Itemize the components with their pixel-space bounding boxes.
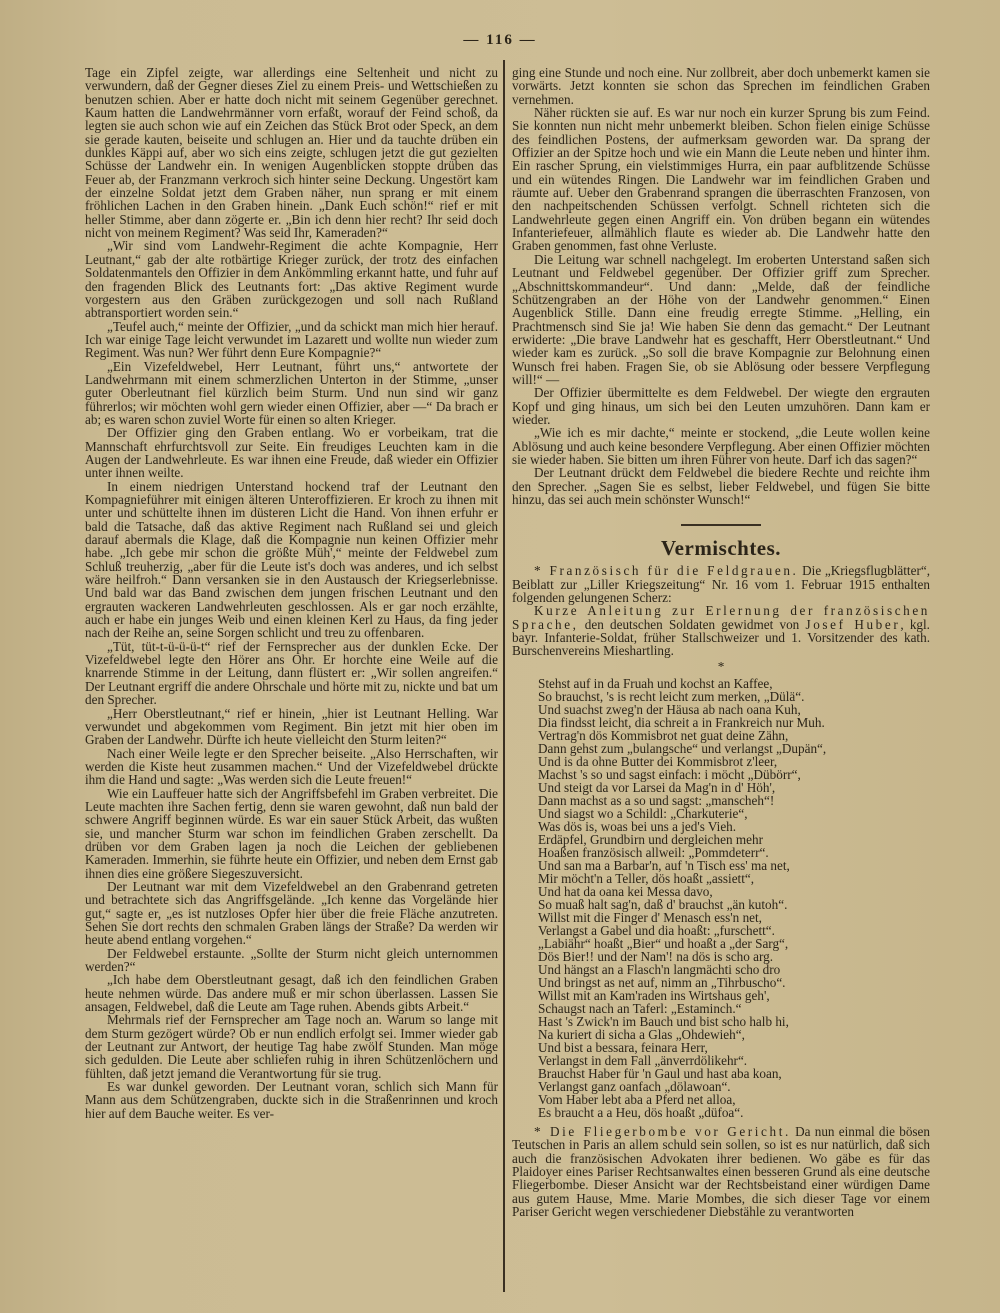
paragraph: Der Offizier ging den Graben entlang. Wo er vorbeikam, trat die Mannschaft ehrfurchtsvoll zur Seite. Ein freudiges Leuchten kam in die Augen der Landwehrleute. Es war ihnen eine Freude, daß wieder ein Offizier unter ihnen weilte. <box>85 425 498 481</box>
poem-line: Es braucht a a Heu, dös hoaßt „düfoa“. <box>538 1105 744 1121</box>
poem-line: So brauchst, 's is recht leicht zum merken, „Dülä“. <box>538 689 805 705</box>
paragraph: „Herr Oberstleutnant,“ rief er hinein, „hier ist Leutnant Helling. War verwundet und abgekommen vom Regiment. Bin jetzt mit hier oben im Graben der Landwehr. Dürfte ich heute vielleicht den Sturm leiten?“ <box>85 705 498 748</box>
poem-line: Vom Haber lebt aba a Pferd net alloa, <box>538 1092 736 1108</box>
poem-line: Verlangst a Gabel und dia hoaßt: „furschett“. <box>538 923 775 939</box>
poem-line: Erdäpfel, Grundbirn und dergleichen mehr <box>538 832 763 848</box>
poem-line: Machst 's so und sagst einfach: i möcht „Dübörr“, <box>538 767 801 783</box>
poem-line: Na kuriert di sicha a Glas „Ohdewieh“, <box>538 1027 745 1043</box>
poem-line: Schaugst nach an Taferl: „Estaminch.“ <box>538 1001 742 1017</box>
poem-line: Und siagst wo a Schildl: „Charkuterie“, <box>538 806 748 822</box>
item-text: Da nun einmal die bösen Teutschen in Paris an allem schuld sein sollen, so ist es nur natürlich, daß sich auch die französischen Advokaten ihrer bedienen. Wo gäbe es für das Plaidoyer eines Pariser Rechtsanwaltes einen besseren Grund als eine deutsche Fliegerbombe. Dieser Ansicht war der Rechtsbeistand einer würdigen Dame aus gutem Hause, Mme. Marie Mombes, die sich dieser Tage vor einem Pariser Gericht wegen verschiedener Diebstähle zu verantworten <box>512 1124 931 1220</box>
poem-line: Brauchst Haber für 'n Gaul und hast aba koan, <box>538 1066 782 1082</box>
poem-line: Verlangst ganz oanfach „dölawoan“. <box>538 1079 731 1095</box>
paragraph: „Wie ich es mir dachte,“ meinte er stockend, „die Leute wollen keine Ablösung und auch keine besondere Verpflegung. Aber einen Offizier möchten sie wieder haben. Sie bitten um ihren Führer von heute. Darf ich das sagen?“ <box>512 425 930 467</box>
poem-line: Und san ma a Barbar'n, auf 'n Tisch ess' ma net, <box>538 858 790 874</box>
poem-line: Stehst auf in da Fruah und kochst an Kaffee, <box>538 676 773 692</box>
paragraph: „Teufel auch,“ meinte der Offizier, „und da schickt man mich hier herauf. Ich war einige Tage leicht verwundet im Lazarett und wollte nun wieder zum Regiment. Was nun? Wer führt denn Eure Kompagnie?“ <box>85 318 498 361</box>
dedication-author: Josef Huber <box>805 616 901 632</box>
poem-line: Und hängst an a Flasch'n langmächti scho dro <box>538 962 781 978</box>
story-continuation <box>512 66 930 506</box>
poem-line: Und bist a bessara, feinara Herr, <box>538 1040 708 1056</box>
paragraph: „Ein Vizefeldwebel, Herr Leutnant, führt uns,“ antwortete der Landwehrmann mit einem schmerzlichen Unterton in der Stimme, „unser guter Oberleutnant fiel kürzlich beim Sturm. Und nun sind wir ganz führerlos; wir möchten wohl gern wieder einen Offizier, aber —“ Da brach er ab; es waren schon zuviel Worte für einen so alten Krieger. <box>85 358 498 427</box>
paragraph: Tage ein Zipfel zeigte, war allerdings eine Seltenheit und nicht zu verwundern, daß der Gegner dieses Ziel zu einem Preis- und Wettschießen zu benutzen schien. Aber er hatte doch nicht mit seinem Gegenüber gerechnet. Kaum hatten die Landwehrmänner vorn erfaßt, worauf der Feind schoß, da legten sie auch schon wie auf ein Zeichen das Stück Brot oder Speck, an dem sie gerade kauten, beiseite und schlugen an. Hier und da tauchte drüben ein dunkles Käppi auf, aber wo sich eins zeigte, schlugen jetzt die gut gezielten Schüsse der Landwehr ein. In wenigen Augenblicken stoppte drüben das Feuer ab, der Franzmann verkroch sich hinter seine Deckung. Ungestört kam der einzelne Soldat jetzt dem Graben näher, nun sprang er mit einem fröhlichen Lachen in den Graben hinein. „Dank Euch schön!“ rief er mit heller Stimme, aber dann zögerte er. „Bin ich denn hier recht? Ihr seid doch nicht von meinem Regiment? Was seid Ihr, Kameraden?“ <box>85 65 498 241</box>
paragraph: Der Offizier übermittelte es dem Feldwebel. Der wiegte den ergrauten Kopf und ging hinaus, um sich bei den Leuten umzuhören. Dann kam er wieder. <box>512 385 930 427</box>
item-title: * Französisch für die Feldgrauen. <box>534 563 799 579</box>
poem-line: Und hat da oana kei Messa davo, <box>538 884 713 900</box>
dedication-title: Kurze Anleitung zur Erlernung der französischen Sprache, <box>512 603 930 632</box>
poem-line: Und bringst as net auf, nimm an „Tihrbuscho“. <box>538 975 786 991</box>
section-heading: Vermischtes. <box>660 536 782 561</box>
poem-line: Vertrag'n dös Kommisbrot net guat deine Zähn, <box>538 728 789 744</box>
section-separator-rule <box>681 524 761 526</box>
item-title: * Die Fliegerbombe vor Gericht. <box>534 1124 791 1140</box>
paragraph: „Tüt, tüt-t-ü-ü-ü-t“ rief der Fernsprecher aus der dunklen Ecke. Der Vizefeldwebel legte den Hörer ans Ohr. Er horchte eine Weile auf die knarrende Stimme in der Leitung, dann flüstert er: „Wir sollen angreifen.“ Der Leutnant ergriff die andere Ohrschale und hörte mit zu, nickte und bat um den Sprecher. <box>85 638 498 708</box>
paragraph: Die Leitung war schnell nachgelegt. Im eroberten Unterstand saßen sich Leutnant und Feldwebel gegenüber. Der Offizier griff zum Sprecher. „Abschnittskommandeur“. Und dann: „Melde, daß der feindliche Schützengraben an der Höhe von der Landwehr genommen.“ Einen Augenblick Stille. Dann eine freudig erregte Stimme. „Helling, ein Prachtmensch sind Sie ja! Wie haben Sie denn das gemacht.“ Der Leutnant erwiderte: „Die brave Landwehr hat es geschafft, Herr Oberstleutnant.“ Und wieder kam es zurück. „So soll die brave Kompagnie zur Belohnung einen Wunsch frei haben. Fragen Sie, ob sie Ablösung oder bessere Verpflegung will!“ — <box>512 251 930 387</box>
paragraph: Nach einer Weile legte er den Sprecher beiseite. „Also Herrschaften, wir werden die Kiste heut zusammen machen.“ Und der Vizefeldwebel drückte ihm die Hand und sagte: „Was werden sich die Leute freuen!“ <box>85 745 498 788</box>
poem-line: Und steigt da vor Larsei da Mag'n in d' Höh', <box>538 780 776 796</box>
poem-dedication <box>512 604 930 657</box>
paragraph: Wie ein Lauffeuer hatte sich der Angriffsbefehl im Graben verbreitet. Die Leute machten ihre Sachen fertig, denn sie waren gewohnt, daß nun bald der schwere Angriff beginnen würde. Es war ein sauer Stück Arbeit, das wußten sie, und mancher Sturm war schon im feindlichen Graben zerschellt. Da drüben vor dem Graben lagen ja noch die Leichen der gebliebenen Kameraden. Immerhin, sie führte heute ein Offizier, und neben dem Ernst gab ihnen dies eine größere Siegeszuversicht. <box>85 785 498 881</box>
poem-line: Willst mit an Kam'raden ins Wirtshaus geh', <box>538 988 770 1004</box>
poem-line: Dia findsst leicht, dia schreit a in Frankreich nur Muh. <box>538 715 825 731</box>
item-aerial-bomb-in-court <box>512 1125 930 1218</box>
poem-line: Mir möcht'n a Teller, dös hoaßt „assiett“, <box>538 871 755 887</box>
paragraph: „Wir sind vom Landwehr-Regiment die achte Kompagnie, Herr Leutnant,“ gab der alte rotbärtige Krieger zurück, der trotz des einfachen Soldatenmantels den Offizier in dem Ankömmling erkannt hatte, und fuhr auf den fragenden Blick des Leutnants fort: „Das aktive Regiment wurde vorgestern aus den Gräben zurückgezogen und soll nach Rußland abtransportiert worden sein.“ <box>85 238 498 321</box>
paragraph: Es war dunkel geworden. Der Leutnant voran, schlich sich Mann für Mann aus dem Schützengraben, duckte sich in die Straßenrinnen und kroch hier auf dem Bauche weiter. Es ver- <box>85 1079 498 1121</box>
poem-line: Dann machst as a so und sagst: „manscheh“! <box>538 793 775 809</box>
paragraph: In einem niedrigen Unterstand hockend traf der Leutnant den Kompagnieführer mit einigen älteren Unteroffizieren. Er kroch zu ihnen mit unter und schüttelte ihnen im düsteren Licht die Hand. Von ihnen erfuhr er bald die Tatsache, daß das aktive Regiment nach Rußland sei und gleich darauf abermals die Klage, daß die Kompagnie nun keinen Offizier mehr habe. „Ich gebe mir schon die größte Müh',“ meinte der Feldwebel zum Schluß treuherzig, „aber für die Leute ist's doch was anderes, und ich selbst wäre heilfroh.“ Dann versanken sie in den Austausch der Kriegserlebnisse. Und bald war das Band zwischen dem jungen frischen Leutnant und den ergrauten wackeren Landwehrleuten geschlossen. Als er gar noch erzählte, auch er habe ein junges Weib und einen kleinen Kerl zu Haus, da fing jeder nach der Reihe an, seine Sorgen schlicht und treu zu offenbaren. <box>85 478 498 641</box>
paragraph: ging eine Stunde und noch eine. Nur zollbreit, aber doch unbemerkt kamen sie vorwärts. Jetzt konnten sie schon das Sprechen im feindlichen Graben vernehmen. <box>512 65 930 107</box>
dedication-text: den deutschen Soldaten gewidmet von <box>578 616 806 632</box>
poem-line: Was dös is, woas bei uns a jed's Vieh. <box>538 819 737 835</box>
left-column-story <box>85 66 498 1120</box>
page-number: — 116 — <box>463 32 537 48</box>
poem-line: Willst mit die Finger d' Menasch ess'n net, <box>538 910 762 926</box>
poem-line: Und suachst zweg'n der Häusa ab nach oana Kuh, <box>538 702 801 718</box>
dedication-text: , kgl. bayr. Infanterie-Soldat, früher Stallschweizer und 1. Vorsitzender des kath. Burschenvereins Mieshartling. <box>512 616 930 659</box>
right-column <box>512 66 930 1219</box>
paragraph: Näher rückten sie auf. Es war nur noch ein kurzer Sprung bis zum Feind. Sie konnten nun nicht mehr unbemerkt bleiben. Schon fielen einige Schüsse des feindlichen Postens, der aufmerksam geworden war. Da sprang der Offizier an der Spitze hoch und wie ein Mann die Leute neben und hinter ihm. Ein rascher Sprung, ein vielstimmiges Hurra, ein paar aufblitzende Schüsse und ein wütendes Ringen. Die Landwehr war im feindlichen Graben und räumte auf. Ueber den Grabenrand sprangen die überraschten Franzosen, von den nachpeitschenden Schüssen verfolgt. Schnell richteten sich die Landwehrleute gegen einen Angriff ein. Von drüben begann ein wütendes Infanteriefeuer, allmählich flaute es wieder ab. Die Landwehr hatte den Graben genommen, fast ohne Verluste. <box>512 105 930 254</box>
poem-line: Hast 's Zwick'n im Bauch und bist scho halb hi, <box>538 1014 789 1030</box>
paragraph: Der Leutnant war mit dem Vizefeldwebel an den Grabenrand getreten und betrachtete sich das Angriffsgelände. „Ich kenne das Vorgelände hier gut,“ sagte er, „es ist nutzloses Opfer hier über die freie Fläche anzutreten. Sehen Sie dort rechts den schmalen Graben längs der Straße? Da werden wir heute abend entlang vorgehen.“ <box>85 878 498 948</box>
asterisk-separator: * <box>717 658 725 674</box>
poem-line: Hoaßen französisch allweil: „Pommdeterr“. <box>538 845 769 861</box>
poem-line: „Labiähr“ hoaßt „Bier“ und hoaßt a „der Sarg“, <box>538 936 789 952</box>
column-divider <box>503 60 505 1292</box>
poem-line: Dös Bier!! und der Nam'! na dös is scho arg. <box>538 949 774 965</box>
paragraph: Der Leutnant drückt dem Feldwebel die biedere Rechte und reichte ihm den Sprecher. „Sagen Sie es selbst, lieber Feldwebel, und fügen Sie bitte hinzu, das sei auch mein schönster Wunsch!“ <box>512 465 930 507</box>
paragraph: Der Feldwebel erstaunte. „Sollte der Sturm nicht gleich unternommen werden?“ <box>85 945 498 975</box>
poem <box>512 677 930 1119</box>
poem-line: Dann gehst zum „bulangsche“ und verlangst „Dupän“, <box>538 741 827 757</box>
poem-line: So muaß halt sag'n, daß d' brauchst „än kutoh“. <box>538 897 788 913</box>
poem-line: Und is da ohne Butter dei Kommisbrot z'leer, <box>538 754 778 770</box>
item-french-for-soldiers <box>512 564 930 604</box>
item-text: Die „Kriegsflugblätter“, Beiblatt zur „Liller Kriegszeitung“ Nr. 16 vom 1. Februar 1915 enthalten folgenden gelungenen Scherz: <box>512 563 930 606</box>
paragraph: Mehrmals rief der Fernsprecher am Tage noch an. Warum so lange mit dem Sturm gezögert würde? Ob er nun endlich erfolgt sei. Immer wieder gab der Leutnant zur Antwort, der heutige Tag habe zwölf Stunden. Man möge sich gedulden. Die Leute aber schliefen ruhig in ihren Schützenlöchern und fühlten, daß jetzt jemand die Verantwortung für sie trug. <box>85 1012 498 1081</box>
paragraph: „Ich habe dem Oberstleutnant gesagt, daß ich den feindlichen Graben heute nehmen würde. Das andere muß er mir schon überlassen. Lassen Sie ansagen, Feldwebel, daß die Leute am Tage ruhen. Abends gibts Arbeit.“ <box>85 972 498 1015</box>
poem-line: Verlangst in dem Fall „änverrdölikehr“. <box>538 1053 748 1069</box>
